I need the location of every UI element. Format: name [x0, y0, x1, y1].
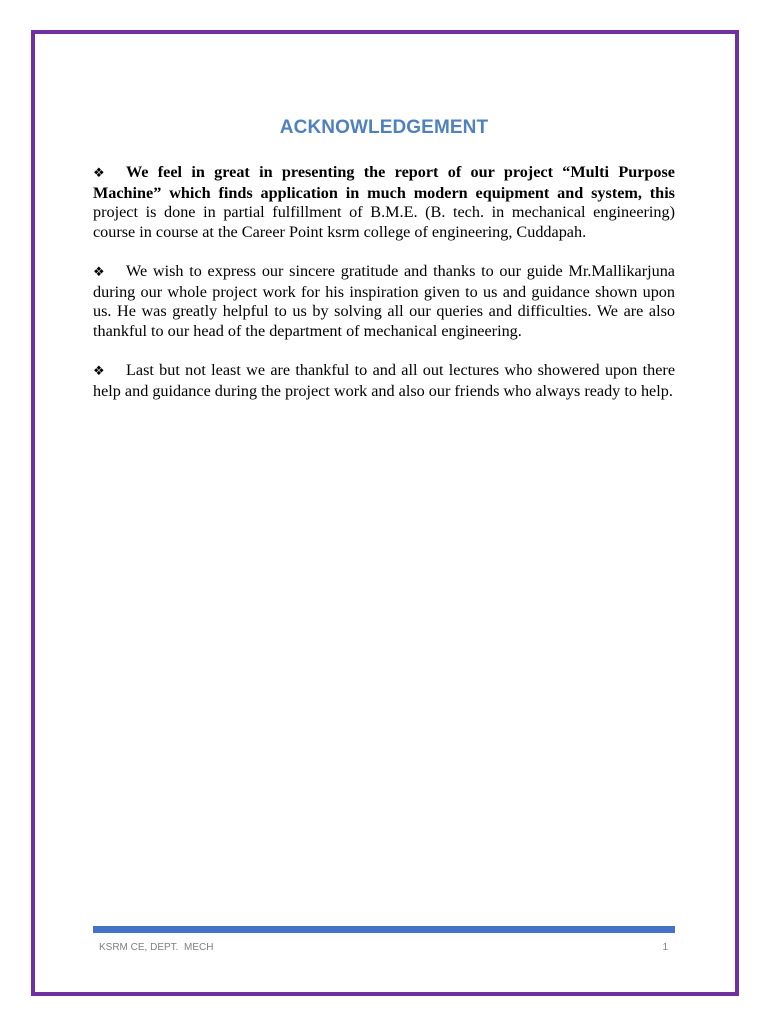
diamond-bullet-icon: ❖ [93, 166, 105, 181]
footer-divider [93, 926, 675, 933]
paragraph-2-text: We wish to express our sincere gratitude and thanks to our guide Mr.Mallikarjuna during our whole project work for his inspiration given to us and guidance shown upon us. He was greatly helpful to us by solving all our queries and difficulties. We are also thankful to our head of the department of mechanical engineering. [93, 261, 675, 340]
paragraph-1-text: project is done in partial fulfillment of B.M.E. (B. tech. in mechanical engineering) course in course at the Career Point ksrm college of engineering, Cuddapah. [93, 203, 675, 241]
paragraph-1-bold-text: We feel in great in presenting the report of our project “Multi Purpose Machine” which finds application in much modern equipment and system, this [93, 163, 675, 202]
page-title: ACKNOWLEDGEMENT [279, 117, 489, 138]
footer-department: KSRM CE, DEPT. MECH [99, 942, 214, 953]
paragraph-2 [93, 262, 675, 341]
diamond-bullet-icon: ❖ [93, 363, 105, 379]
footer-page-number: 1 [662, 942, 668, 953]
diamond-bullet-icon: ❖ [93, 264, 105, 280]
body-content [93, 163, 675, 421]
paragraph-1 [93, 163, 675, 242]
paragraph-3 [93, 361, 675, 401]
paragraph-3-text: Last but not least we are thankful to and all out lectures who showered upon there help and guidance during the project work and also our friends who always ready to help. [93, 360, 675, 400]
